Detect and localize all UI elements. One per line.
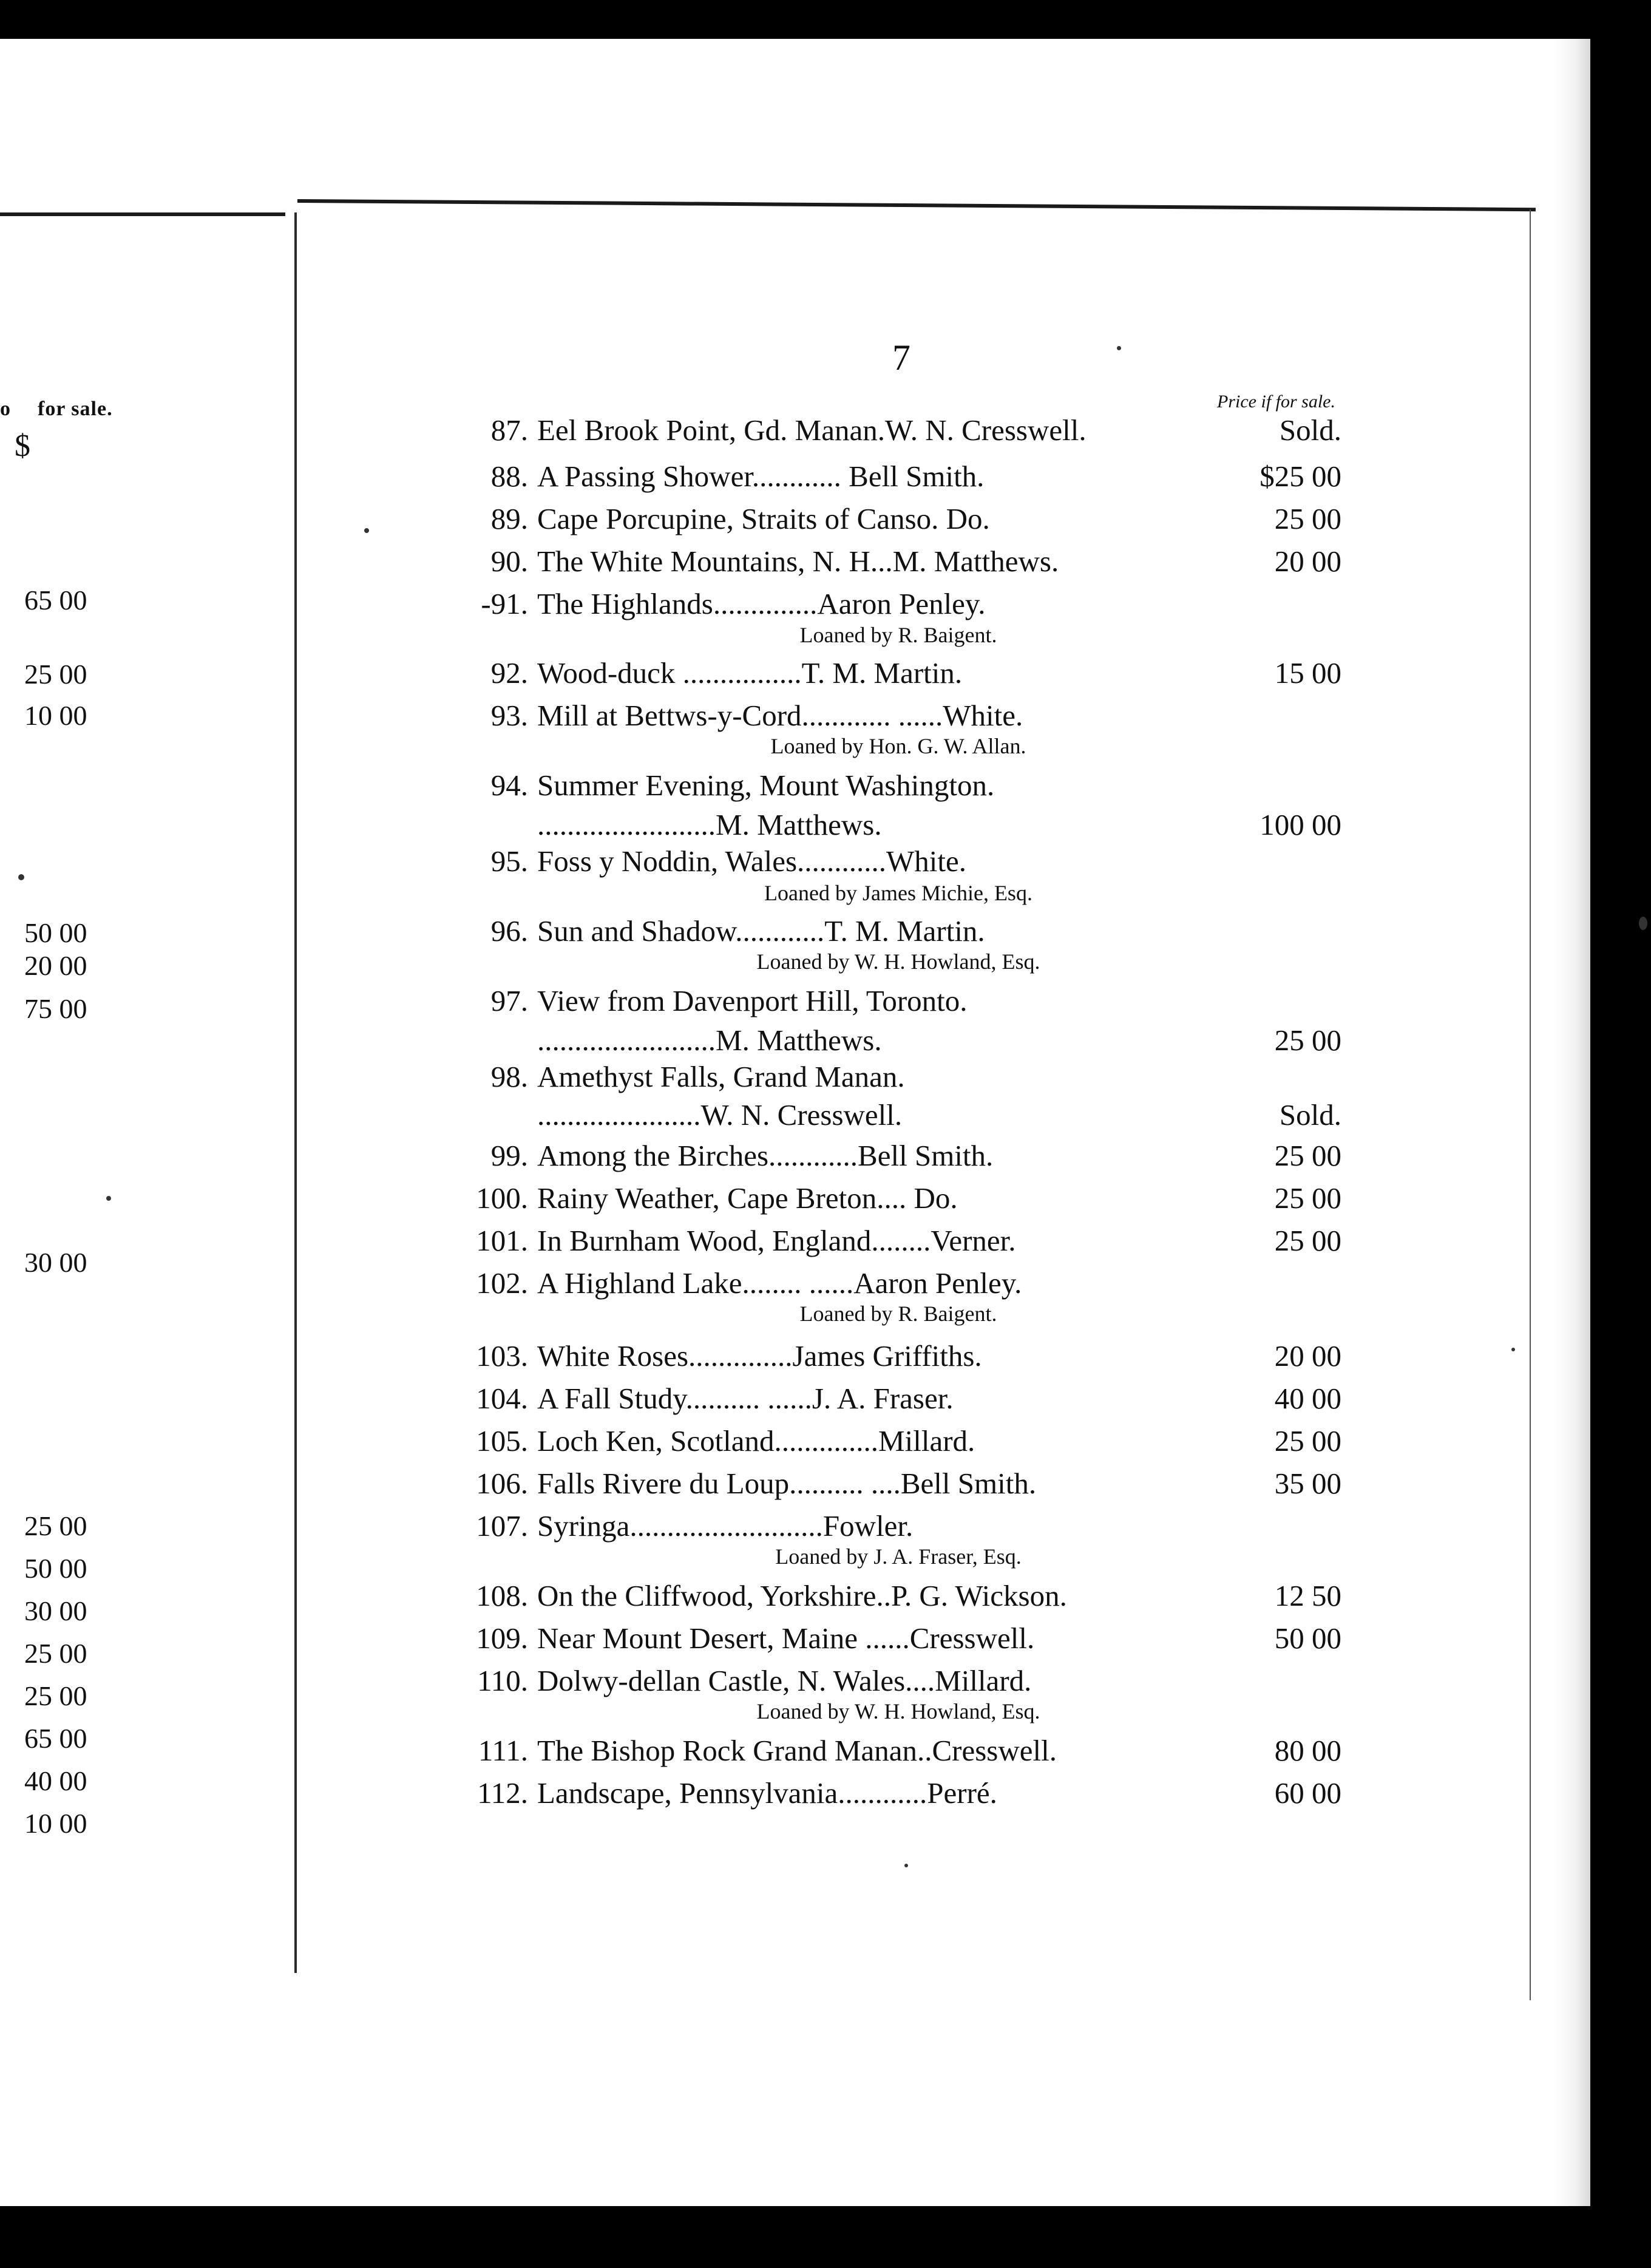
- entry-title: A Fall Study.......... ......J. A. Fraser.: [537, 1382, 954, 1415]
- previous-price: 65 00: [24, 1723, 87, 1754]
- previous-price: 25 00: [24, 659, 87, 690]
- loan-note: Loaned by W. H. Howland, Esq.: [756, 949, 1040, 974]
- print-speck: [1511, 1348, 1515, 1351]
- catalogue-entry: [437, 586, 1348, 628]
- loan-note: Loaned by W. H. Howland, Esq.: [756, 1699, 1040, 1723]
- entry-title: Near Mount Desert, Maine ......Cresswell.: [537, 1621, 1035, 1655]
- loan-note: Loaned by Hon. G. W. Allan.: [770, 734, 1026, 758]
- entry-title: In Burnham Wood, England........Verner.: [537, 1224, 1016, 1257]
- entry-title: White Roses..............James Griffiths.: [537, 1339, 982, 1373]
- entry-number: 107.: [476, 1509, 528, 1543]
- entry-price: 25 00: [1274, 502, 1341, 535]
- entry-number: 105.: [476, 1424, 528, 1458]
- right-margin-rule: [1530, 209, 1531, 2000]
- entry-number: -91.: [481, 587, 528, 620]
- catalogue-entry: [437, 1339, 1348, 1380]
- catalogue-entry: [437, 1733, 1348, 1774]
- entry-title: Syringa..........................Fowler.: [537, 1509, 914, 1543]
- entry-number: 110.: [477, 1664, 528, 1697]
- catalogue-entry: [437, 413, 1348, 454]
- entry-title: Landscape, Pennsylvania............Perré.: [537, 1776, 997, 1810]
- entry-title: Summer Evening, Mount Washington.: [537, 769, 995, 802]
- entry-number: 95.: [490, 844, 528, 878]
- entry-number: 96.: [490, 914, 528, 948]
- catalogue-entry: [437, 544, 1348, 585]
- entry-title: The White Mountains, N. H...M. Matthews.: [537, 545, 1059, 578]
- print-speck: [106, 1196, 111, 1201]
- catalogue-entry: [437, 1578, 1348, 1620]
- entry-price: 80 00: [1274, 1734, 1341, 1767]
- column-divider: [294, 212, 297, 1973]
- entry-number: 89.: [490, 502, 528, 535]
- entry-title: Sun and Shadow............T. M. Martin.: [537, 914, 985, 948]
- entry-number: 102.: [476, 1266, 528, 1300]
- loan-note: Loaned by James Michie, Esq.: [764, 881, 1032, 905]
- print-speck: [1117, 346, 1121, 350]
- catalogue-entry: [437, 1059, 1348, 1101]
- entry-price: 25 00: [1274, 1139, 1341, 1172]
- entry-price: $25 00: [1259, 460, 1341, 493]
- entry-title: Eel Brook Point, Gd. Manan.W. N. Cresswell.: [537, 413, 1087, 447]
- entry-title: Rainy Weather, Cape Breton.... Do.: [537, 1181, 958, 1215]
- entry-continuation: ......................W. N. Cresswell.: [537, 1098, 903, 1132]
- previous-price: 50 00: [24, 1553, 87, 1584]
- previous-price: 50 00: [24, 917, 87, 948]
- catalogue-entry: [437, 983, 1348, 1025]
- entry-title: The Bishop Rock Grand Manan..Cresswell.: [537, 1734, 1057, 1767]
- entry-price: 50 00: [1274, 1621, 1341, 1655]
- catalogue-entry: [437, 1621, 1348, 1662]
- page-curl-shadow: [1554, 39, 1590, 2206]
- entry-number: 101.: [476, 1224, 528, 1257]
- entry-title: Amethyst Falls, Grand Manan.: [537, 1060, 905, 1093]
- entry-price: Sold.: [1279, 413, 1341, 447]
- catalogue-entry: [437, 844, 1348, 885]
- entry-price: 25 00: [1274, 1424, 1341, 1458]
- previous-price: 25 00: [24, 1510, 87, 1541]
- print-speck: [18, 874, 24, 880]
- entry-title: Wood-duck ................T. M. Martin.: [537, 656, 963, 690]
- entry-title: Loch Ken, Scotland..............Millard.: [537, 1424, 975, 1458]
- catalogue-entry: [437, 768, 1348, 809]
- print-speck: [904, 1864, 908, 1867]
- entry-title: On the Cliffwood, Yorkshire..P. G. Wickson.: [537, 1579, 1067, 1612]
- entry-number: 99.: [490, 1139, 528, 1172]
- previous-price: 40 00: [24, 1765, 87, 1796]
- entry-number: 93.: [490, 699, 528, 732]
- entry-title: Mill at Bettws-y-Cord............ ......White.: [537, 699, 1023, 732]
- page-number: 7: [892, 338, 910, 378]
- entry-price: 25 00: [1274, 1181, 1341, 1215]
- catalogue-entry: [437, 1381, 1348, 1422]
- previous-page-header: [0, 398, 127, 428]
- entry-price: 35 00: [1274, 1467, 1341, 1500]
- entry-continuation: ........................M. Matthews.: [537, 808, 882, 841]
- catalogue-entry: [437, 1181, 1348, 1222]
- previous-header-left: o: [0, 398, 11, 420]
- entry-number: 98.: [490, 1060, 528, 1093]
- previous-price: 10 00: [24, 1808, 87, 1839]
- catalogue-entry: [437, 501, 1348, 543]
- entry-title: The Highlands..............Aaron Penley.: [537, 587, 986, 620]
- entry-price: 12 50: [1274, 1579, 1341, 1612]
- previous-price: 25 00: [24, 1680, 87, 1711]
- entry-number: 87.: [490, 413, 528, 447]
- entry-number: 104.: [476, 1382, 528, 1415]
- entry-title: Foss y Noddin, Wales............White.: [537, 844, 966, 878]
- entry-continuation: ........................M. Matthews.: [537, 1024, 882, 1057]
- entry-number: 106.: [476, 1467, 528, 1500]
- entry-price: 40 00: [1274, 1382, 1341, 1415]
- entry-number: 94.: [490, 769, 528, 802]
- catalogue-entry: [437, 1424, 1348, 1465]
- entry-number: 112.: [477, 1776, 528, 1810]
- entry-title: Among the Birches............Bell Smith.: [537, 1139, 994, 1172]
- loan-note: Loaned by R. Baigent.: [799, 1302, 997, 1326]
- entry-price: Sold.: [1279, 1098, 1341, 1132]
- loan-note: Loaned by R. Baigent.: [799, 623, 997, 647]
- previous-price: 25 00: [24, 1638, 87, 1669]
- catalogue-entry: [437, 656, 1348, 697]
- entry-price: 20 00: [1274, 545, 1341, 578]
- previous-dollar-sign: $: [15, 429, 30, 463]
- price-column-header: Price if for sale.: [1217, 392, 1335, 412]
- entry-title: View from Davenport Hill, Toronto.: [537, 984, 968, 1017]
- entry-number: 90.: [490, 545, 528, 578]
- catalogue-entry: [437, 1138, 1348, 1180]
- entry-number: 103.: [476, 1339, 528, 1373]
- loan-note: Loaned by J. A. Fraser, Esq.: [775, 1544, 1022, 1569]
- previous-price: 65 00: [24, 585, 87, 616]
- previous-price: 10 00: [24, 700, 87, 731]
- catalogue-entry: [437, 1223, 1348, 1265]
- previous-header-right: for sale.: [38, 398, 113, 420]
- previous-price: 30 00: [24, 1247, 87, 1278]
- entry-price: 20 00: [1274, 1339, 1341, 1373]
- entry-number: 88.: [490, 460, 528, 493]
- previous-price: 30 00: [24, 1595, 87, 1626]
- entry-title: A Highland Lake........ ......Aaron Penley.: [537, 1266, 1022, 1300]
- print-speck: [364, 528, 369, 533]
- top-rule-left: [0, 212, 285, 216]
- catalogue-entry: [437, 459, 1348, 500]
- print-speck: [1639, 917, 1647, 930]
- entry-price: 100 00: [1259, 808, 1341, 841]
- entry-number: 97.: [490, 984, 528, 1017]
- entry-title: A Passing Shower............ Bell Smith.: [537, 460, 985, 493]
- previous-price: 20 00: [24, 950, 87, 981]
- entry-number: 100.: [476, 1181, 528, 1215]
- entry-price: 25 00: [1274, 1224, 1341, 1257]
- catalogue-entry: [437, 1776, 1348, 1817]
- entry-price: 25 00: [1274, 1024, 1341, 1057]
- catalogue-entry: [437, 1466, 1348, 1507]
- entry-number: 92.: [490, 656, 528, 690]
- entry-number: 111.: [478, 1734, 528, 1767]
- entry-number: 109.: [476, 1621, 528, 1655]
- entry-title: Cape Porcupine, Straits of Canso. Do.: [537, 502, 990, 535]
- entry-title: Dolwy-dellan Castle, N. Wales....Millard.: [537, 1664, 1032, 1697]
- entry-price: 60 00: [1274, 1776, 1341, 1810]
- entry-price: 15 00: [1274, 656, 1341, 690]
- entry-number: 108.: [476, 1579, 528, 1612]
- previous-price: 75 00: [24, 993, 87, 1024]
- entry-title: Falls Rivere du Loup.......... ....Bell Smith.: [537, 1467, 1037, 1500]
